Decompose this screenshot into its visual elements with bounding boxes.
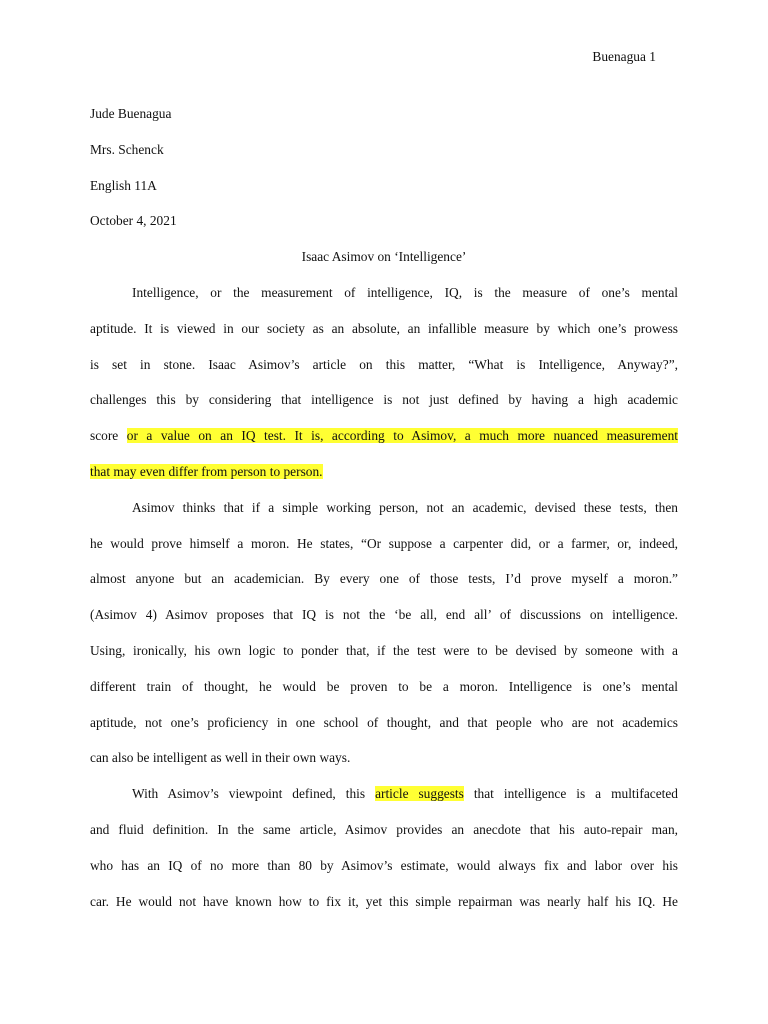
highlighted-text: article suggests — [375, 786, 464, 802]
paragraph-2-line-8: can also be intelligent as well in their own ways. — [90, 750, 351, 766]
paragraph-3-line-4: car. He would not have known how to fix it, yet this simple repairman was nearly half his IQ. He — [90, 893, 678, 909]
course-name: English 11A — [90, 177, 157, 193]
student-name: Jude Buenagua — [90, 106, 172, 121]
paragraph-1-line-4: challenges this by considering that intelligence is not just defined by having a high academic — [90, 392, 678, 408]
paragraph-3-line-2: and fluid definition. In the same article, Asimov provides an anecdote that his auto-repair man, — [90, 821, 678, 837]
paragraph-2-line-4: (Asimov 4) Asimov proposes that IQ is not the ‘be all, end all’ of discussions on intelligence. — [90, 607, 678, 623]
paragraph-3-line-1-after: that intelligence is a multifaceted — [463, 786, 678, 802]
highlighted-text: that may even differ from person to person. — [90, 463, 323, 479]
paragraph-2-line-5: Using, ironically, his own logic to ponder that, if the test were to be devised by someone with a — [90, 642, 678, 658]
paragraph-1-line-6 — [90, 454, 678, 490]
essay-title: Isaac Asimov on ‘Intelligence’ — [301, 249, 467, 265]
running-header: Buenagua 1 — [592, 49, 656, 64]
paragraph-1-line-3: is set in stone. Isaac Asimov’s article on this matter, “What is Intelligence, Anyway?”, — [90, 356, 678, 372]
paragraph-1-line-5 — [90, 418, 678, 454]
paragraph-2-line-3: almost anyone but an academician. By every one of those tests, I’d prove myself a moron.” — [90, 571, 678, 587]
teacher-name: Mrs. Schenck — [90, 141, 164, 157]
paragraph-1-line-5-plain: score — [90, 428, 127, 444]
paragraph-1-line-1: Intelligence, or the measurement of intelligence, IQ, is the measure of one’s mental — [132, 284, 678, 300]
paragraph-3-line-1-before: With Asimov’s viewpoint defined, this — [132, 786, 376, 802]
paragraph-2-line-7: aptitude, not one’s proficiency in one school of thought, and that people who are not academics — [90, 714, 678, 730]
essay-date: October 4, 2021 — [90, 213, 177, 229]
paragraph-3-line-1 — [90, 776, 678, 812]
highlighted-text: or a value on an IQ test. It is, according to Asimov, a much more nuanced measurement — [126, 428, 678, 444]
paragraph-2-line-1: Asimov thinks that if a simple working person, not an academic, devised these tests, then — [132, 499, 678, 515]
paragraph-2-line-2: he would prove himself a moron. He states, “Or suppose a carpenter did, or a farmer, or, indeed, — [90, 535, 678, 551]
essay-body — [90, 96, 678, 919]
paragraph-1-line-2: aptitude. It is viewed in our society as an absolute, an infallible measure by which one’s prowess — [90, 320, 678, 336]
paragraph-3-line-3: who has an IQ of no more than 80 by Asimov’s estimate, would always fix and labor over his — [90, 857, 678, 873]
paragraph-2-line-6: different train of thought, he would be proven to be a moron. Intelligence is one’s mental — [90, 678, 678, 694]
